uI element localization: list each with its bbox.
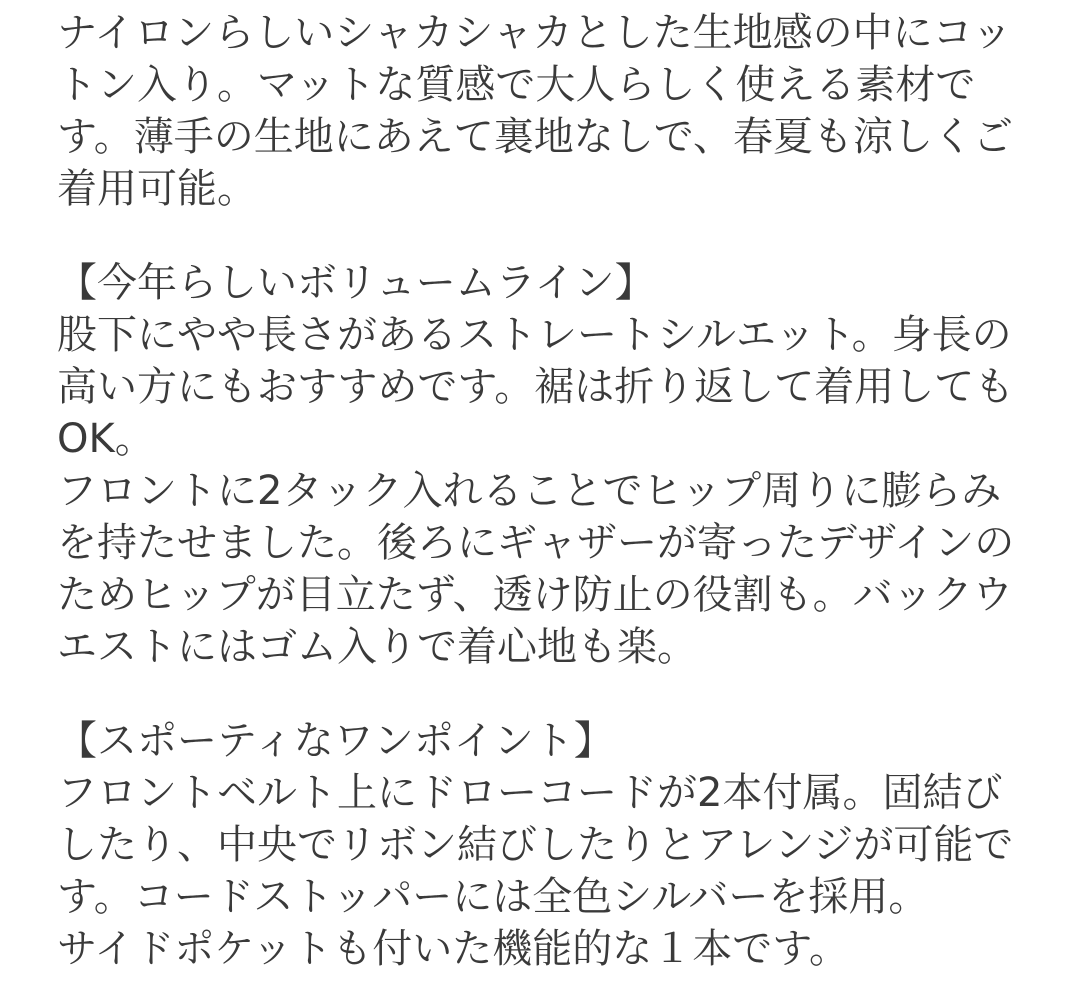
description-blank-line	[57, 215, 1022, 257]
description-text-line: サイドポケットも付いた機能的な１本です。	[57, 926, 849, 972]
description-text-line: フロントベルト上にドローコードが2本付属。固結び	[57, 770, 1003, 816]
description-text-line: す。薄手の生地にあえて裏地なしで、春夏も涼しくご	[57, 114, 1013, 160]
description-text-line: を持たせました。後ろにギャザーが寄ったデザインの	[57, 520, 1015, 566]
description-text-line: フロントに2タック入れることでヒップ周りに膨らみ	[57, 468, 1002, 514]
description-text-line: トン入り。マットな質感で大人らしく使える素材で	[57, 62, 976, 108]
description-text-line: 高い方にもおすすめです。裾は折り返して着用しても	[57, 364, 1015, 410]
description-text-line: ためヒップが目立たず、透け防止の役割も。バックウ	[57, 572, 1013, 618]
description-text-line: 股下にやや長さがあるストレートシルエット。身長の	[57, 312, 1012, 358]
description-text-line: 着用可能。	[57, 166, 257, 212]
description-section-heading: 【今年らしいボリュームライン】	[57, 260, 655, 306]
description-text-line: OK。	[57, 416, 155, 462]
description-blank-line	[57, 673, 1022, 715]
description-section-heading: 【スポーティなワンポイント】	[57, 718, 614, 764]
description-text-line: エストにはゴム入りで着心地も楽。	[57, 624, 697, 670]
description-text-line: す。コードストッパーには全色シルバーを採用。	[57, 874, 929, 920]
description-text-line: したり、中央でリボン結びしたりとアレンジが可能で	[57, 822, 1014, 868]
description-text-line: ナイロンらしいシャカシャカとした生地感の中にコッ	[57, 10, 1012, 56]
